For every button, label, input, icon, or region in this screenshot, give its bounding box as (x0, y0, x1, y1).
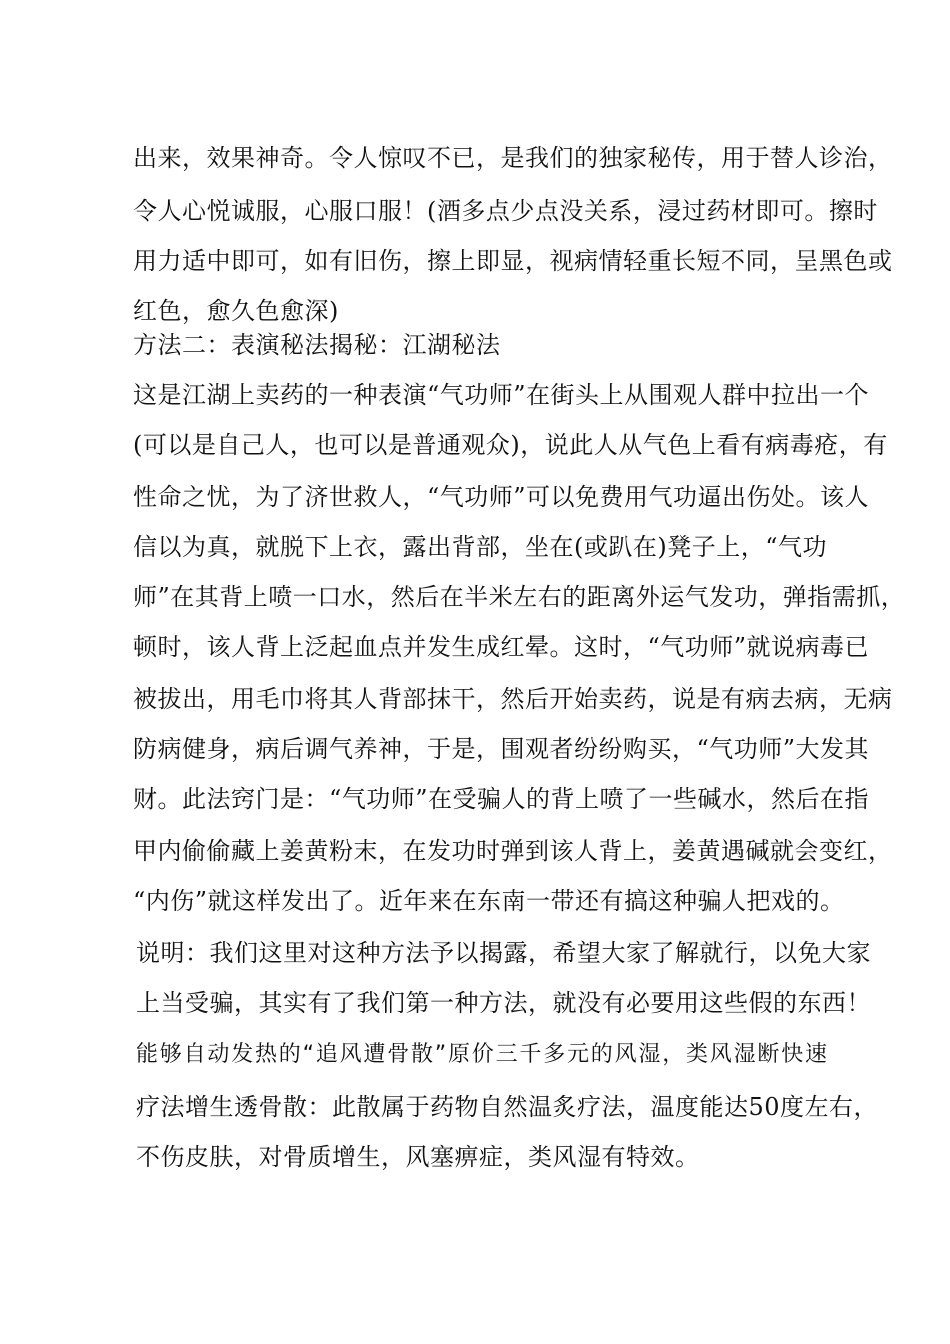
product-line: 不伤皮肤，对骨质增生，风塞痹症，类风湿有特效。 (136, 1143, 700, 1171)
paragraph-line: 财。此法窍门是：“气功师”在受骗人的背上喷了一些碱水，然后在指 (133, 785, 870, 813)
product-line: 能够自动发热的“追风遭骨散”原价三千多元的风湿，类风湿断快速 (136, 1042, 829, 1067)
paragraph-line: 出来，效果神奇。令人惊叹不已，是我们的独家秘传，用于替人诊治， (133, 144, 893, 172)
paragraph-line: (可以是自己人，也可以是普通观众)，说此人从气色上看有病毒疮，有 (133, 431, 888, 459)
paragraph-line: 顿时，该人背上泛起血点并发生成红晕。这时，“气功师”就说病毒已 (133, 633, 870, 661)
note-line: 说明：我们这里对这种方法予以揭露，希望大家了解就行，以免大家 (136, 939, 871, 967)
paragraph-line: 被拔出，用毛巾将其人背部抹干，然后开始卖药，说是有病去病，无病 (133, 685, 893, 713)
paragraph-line: 甲内偷偷藏上姜黄粉末，在发功时弹到该人背上，姜黄遇碱就会变红， (133, 837, 893, 865)
paragraph-line: 信以为真，就脱下上衣，露出背部，坐在(或趴在)凳子上，“气功 (133, 533, 827, 561)
paragraph-line: 红色，愈久色愈深) (133, 297, 339, 325)
paragraph-line: 师”在其背上喷一口水，然后在半米左右的距离外运气发功，弹指需抓， (133, 583, 906, 611)
paragraph-line: 防病健身，病后调气养神，于是，围观者纷纷购买，“气功师”大发其 (133, 735, 870, 763)
paragraph-line: 性命之忧，为了济世救人，“气功师”可以免费用气功逼出伤处。该人 (133, 483, 870, 511)
paragraph-line: “内伤”就这样发出了。近年来在东南一带还有搞这种骗人把戏的。 (133, 887, 845, 915)
note-line: 上当受骗，其实有了我们第一种方法，就没有必要用这些假的东西！ (136, 989, 871, 1017)
paragraph-line: 这是江湖上卖药的一种表演“气功师”在街头上从围观人群中拉出一个 (133, 381, 870, 409)
paragraph-line: 令人心悦诚服，心服口服！(酒多点少点没关系，浸过药材即可。擦时 (133, 197, 878, 225)
section-heading: 方法二：表演秘法揭秘：江湖秘法 (133, 331, 501, 359)
paragraph-line: 用力适中即可，如有旧伤，擦上即显，视病情轻重长短不同，呈黑色或 (133, 247, 893, 275)
product-line: 疗法增生透骨散：此散属于药物自然温炙疗法，温度能达50度左右， (136, 1093, 879, 1121)
